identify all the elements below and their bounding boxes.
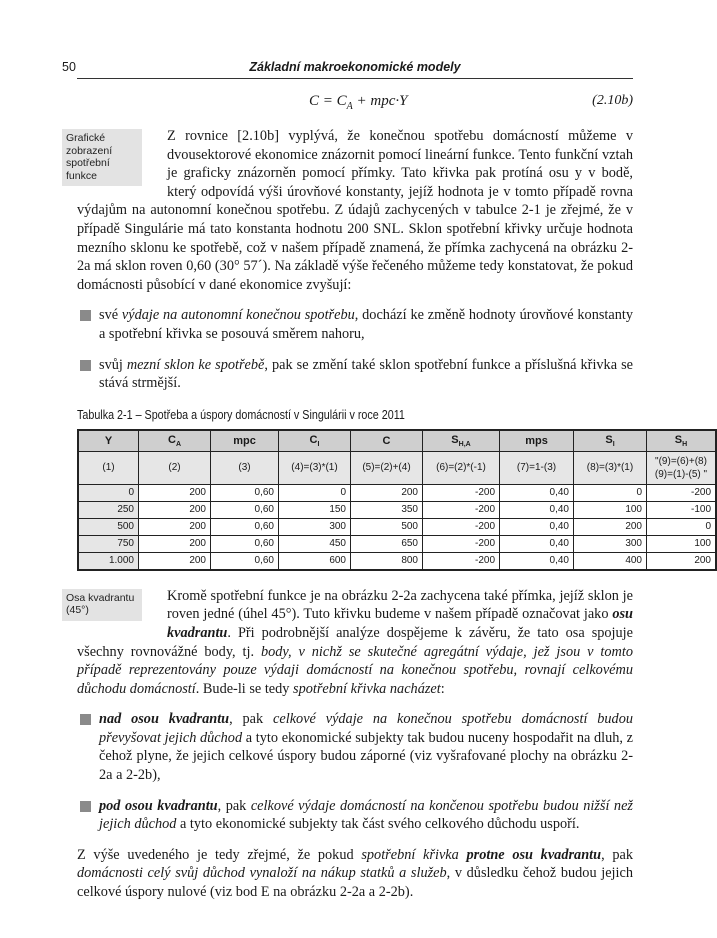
page [62, 0, 711, 902]
emphasis-run: domácnosti celý svůj důchod vynaloží na nákup statků a služeb [77, 865, 447, 882]
table-cell: 0,40 [500, 484, 574, 501]
margin-note-line: Osa kvadrantu [66, 591, 135, 604]
bullet-list-1 [77, 306, 633, 392]
header-row [78, 430, 716, 452]
emphasis-run: mezní sklon ke spotřebě [126, 356, 265, 373]
list-item [77, 356, 633, 393]
text-run: , v důsledku čehož budou jejich celkové úspory nulové (viz bod E na obrázku 2-2a a 2-2b). [77, 865, 633, 901]
table-row [78, 484, 716, 501]
table-cell: 800 [351, 552, 423, 570]
formula-cell: (7)=1-(3) [500, 451, 574, 484]
table-cell: 200 [139, 501, 211, 518]
table-cell: 1.000 [78, 552, 139, 570]
table-cell: -200 [647, 484, 717, 501]
header-symbol: C [167, 433, 176, 446]
list-item [77, 306, 633, 343]
column-header [351, 430, 423, 452]
table-cell: -200 [423, 552, 500, 570]
text-run: . Bude-li se tedy [195, 680, 294, 697]
square-bullet-icon [80, 360, 91, 371]
table-cell: 0,40 [500, 518, 574, 535]
paragraph-2 [66, 587, 633, 699]
margin-note-1 [62, 129, 142, 186]
text-run: , pak se změní také sklon spotřební funkce a příslušná křivka se stává strmější. [99, 356, 633, 392]
table-cell: 750 [78, 535, 139, 552]
table-cell: 600 [279, 552, 351, 570]
column-header [139, 430, 211, 452]
margin-note-line: (45°) [66, 604, 89, 617]
table-cell: 250 [78, 501, 139, 518]
margin-note-line: funkce [66, 169, 97, 182]
header-symbol: Y [104, 434, 113, 447]
table-row [78, 552, 716, 570]
text-run: , pak [601, 846, 633, 863]
table-row [78, 518, 716, 535]
text-run: : [440, 680, 445, 697]
header-subscript: A [175, 440, 181, 448]
table-cell: 400 [574, 552, 647, 570]
table-cell: 0 [78, 484, 139, 501]
equation-number: (2.10b) [592, 93, 633, 108]
table-cell: 200 [574, 518, 647, 535]
paragraph-3-text [77, 847, 633, 900]
square-bullet-icon [80, 714, 91, 725]
square-bullet-icon [80, 801, 91, 812]
paragraph-3 [77, 846, 633, 902]
formula-cell: (6)=(2)*(-1) [423, 451, 500, 484]
table-cell: 0,40 [500, 501, 574, 518]
table-cell: 350 [351, 501, 423, 518]
equation-body [309, 93, 407, 112]
table-cell: 0,60 [211, 484, 279, 501]
text-run: a tyto ekonomické subjekty tak budou nuceny hospodařit na dluh, z čehož plyne, že jejich celkové úspory budou záporné (viz vyšrafované plochy na obrázku 2-2a a 2-2b), [99, 729, 634, 784]
header-subscript: I [317, 440, 320, 448]
formula-cell: (1) [78, 451, 139, 484]
paragraph-1 [66, 127, 633, 294]
emphasis-run: celkové výdaje na konečnou spotřebu domácností budou převyšovat jejich důchod [99, 711, 633, 746]
table-cell: 100 [647, 535, 717, 552]
table-cell: 200 [139, 518, 211, 535]
margin-note-line: Grafické [66, 132, 106, 144]
table-cell: 0 [279, 484, 351, 501]
text-run: , dochází ke změně hodnoty úrovňové konstanty a spotřební křivka se posouvá směrem nahoru, [99, 307, 633, 342]
emphasis-run: body, v nichž se skutečné agregátní výdaje, jež jsou v tomto případě reprezentovány pouze výdaji domácností na konečnou spotřebu, rovnají celkovému důchodu domácností [77, 643, 633, 697]
text-run: své [99, 307, 122, 324]
margin-note-2 [62, 589, 142, 621]
table-cell: 0 [574, 484, 647, 501]
text-run: , pak [229, 711, 274, 728]
table-cell: 300 [574, 535, 647, 552]
margin-note-line: zobrazení [66, 144, 113, 157]
table-caption: Tabulka 2-1 – Spotřeba a úspory domácností v Singulárii v roce 2011 [77, 407, 405, 422]
column-header [500, 430, 574, 452]
table-cell: -200 [423, 535, 500, 552]
table-cell: 200 [139, 552, 211, 570]
header-symbol: S [451, 433, 459, 446]
eq-lhs: C [309, 93, 320, 109]
bullet-list-2 [77, 710, 633, 834]
emphasis-run: osu kvadrantu [167, 606, 633, 641]
table-cell: 500 [78, 518, 139, 535]
eq-sub: A [346, 101, 353, 112]
table-cell: 0,40 [500, 535, 574, 552]
column-header [647, 430, 717, 452]
emphasis-run: spotřební křivka [361, 846, 467, 863]
table-cell: 200 [139, 535, 211, 552]
text-run: svůj [99, 356, 127, 373]
text-run: Z rovnice [2.10b] vyplývá, že konečnou spotřebu domácností můžeme v dvousektorové ekonomice znázornit pomocí lineární funkce. Tento funkční vztah je graficky znázorněn pomocí přímky. Tato křivka pak protíná osu y v bodě, který odpovídá výši úrovňové konstanty, jejíž hodnota je v tomto případě rovna výdajům na autonomní konečnou spotřebu. Z údajů zachycených v tabulce 2-1 je zřejmé, že v případě Singulárie má tato konstanta hodnotu 200 SNL. Sklon spotřební křivky určuje hodnota mezního sklonu ke spotřebě, což v našem případě znamená, že přímka zachycená na obrázku 2-2a má sklon roven 0,60 (30° 57´). Na základě výše řečeného můžeme tedy konstatovat, že pokud domácnosti působící v dané ekonomice zvyšují: [77, 128, 633, 293]
formula-cell: (4)=(3)*(1) [279, 451, 351, 484]
header-symbol: S [605, 433, 613, 446]
text-run: Kromě spotřební funkce je na obrázku 2-2a zachycena také přímka, jejíž sklon je roven jedné (úhel 45°). Tuto křivku budeme v našem případě označovat jako [167, 587, 633, 623]
text-run: Z výše uvedeného je tedy zřejmé, že pokud [77, 846, 362, 863]
header-symbol: S [674, 433, 683, 446]
text-run: a tyto ekonomické subjekty tak část svého celkového důchodu uspoří. [176, 816, 580, 833]
emphasis-run: výdaje na autonomní konečnou spotřebu [121, 307, 355, 324]
table-cell: 0,60 [211, 552, 279, 570]
table-cell: 200 [647, 552, 717, 570]
table-cell: 650 [351, 535, 423, 552]
column-header [211, 430, 279, 452]
formula-cell: (8)=(3)*(1) [574, 451, 647, 484]
table-cell: -200 [423, 484, 500, 501]
table-cell: -200 [423, 501, 500, 518]
table-cell: 100 [574, 501, 647, 518]
header-symbol: mps [525, 434, 548, 447]
emphasis-run: spotřební křivka nacházet [293, 680, 441, 697]
margin-note-line: spotřební [66, 157, 110, 169]
equation [77, 93, 633, 115]
table-row [78, 535, 716, 552]
header-symbol: C [309, 433, 318, 446]
table-cell: 0 [647, 518, 717, 535]
data-table [77, 429, 717, 571]
column-header [574, 430, 647, 452]
emphasis-run: protne osu kvadrantu [466, 846, 602, 863]
column-header [78, 430, 139, 452]
formula-cell: "(9)=(6)+(8) (9)=(1)-(5) " [647, 451, 717, 484]
table-cell: 450 [279, 535, 351, 552]
formula-row [78, 451, 716, 484]
header-symbol: C [382, 434, 391, 447]
page-number: 50 [62, 60, 76, 74]
list-item [77, 797, 633, 834]
header-subscript: H,A [458, 440, 471, 448]
table-cell: -100 [647, 501, 717, 518]
table-cell: 0,40 [500, 552, 574, 570]
formula-cell: (3) [211, 451, 279, 484]
emphasis-run: celkové výdaje domácností na končenou spotřebu budou nižší než jejich důchod [99, 797, 633, 833]
eq-rhs: + mpc·Y [352, 93, 408, 109]
table-cell: 150 [279, 501, 351, 518]
paragraph-1-text [77, 128, 633, 293]
emphasis-run: pod osou kvadrantu [99, 797, 218, 814]
square-bullet-icon [80, 310, 91, 321]
list-item [77, 710, 633, 784]
table-row [78, 501, 716, 518]
emphasis-run: nad osou kvadrantu [99, 711, 230, 728]
table-cell: -200 [423, 518, 500, 535]
table-cell: 0,60 [211, 501, 279, 518]
table-cell: 300 [279, 518, 351, 535]
header-subscript: H [682, 440, 688, 448]
table-cell: 200 [351, 484, 423, 501]
header-symbol: mpc [233, 434, 256, 447]
running-header [62, 58, 633, 79]
text-run: . Při podrobnější analýze dospějeme k závěru, že tato osa spojuje všechny rovnovážné body, tj. [77, 624, 633, 660]
header-subscript: I [612, 440, 615, 448]
column-header [279, 430, 351, 452]
chapter-title: Základní makroekonomické modely [249, 60, 461, 74]
table-cell: 0,60 [211, 535, 279, 552]
column-header [423, 430, 500, 452]
text-run: , pak [217, 797, 251, 814]
formula-cell: (2) [139, 451, 211, 484]
paragraph-2-text [77, 588, 633, 697]
table-cell: 0,60 [211, 518, 279, 535]
formula-cell: (5)=(2)+(4) [351, 451, 423, 484]
table-cell: 500 [351, 518, 423, 535]
eq-ca: = C [319, 93, 347, 109]
table-cell: 200 [139, 484, 211, 501]
